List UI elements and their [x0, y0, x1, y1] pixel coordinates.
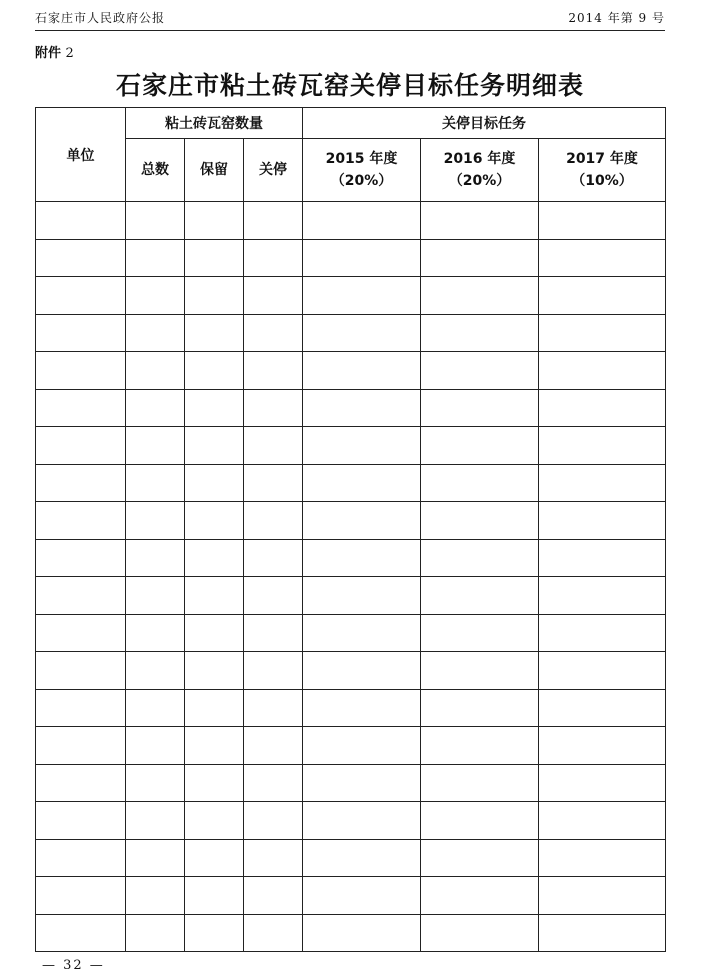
table-cell	[126, 427, 185, 465]
target-detail-table	[35, 107, 666, 952]
year-2016-label: 2016 年度	[443, 151, 516, 167]
total-header: 总数	[126, 139, 185, 202]
table-cell	[244, 914, 303, 952]
table-cell	[36, 314, 126, 352]
table-cell	[185, 689, 244, 727]
table-cell	[36, 877, 126, 915]
table-cell	[303, 727, 421, 765]
attachment-label	[35, 42, 74, 61]
table-cell	[421, 539, 539, 577]
table-cell	[185, 277, 244, 315]
table-cell	[126, 764, 185, 802]
year-2016-header	[421, 139, 539, 202]
table-row	[36, 727, 666, 765]
table-cell	[303, 764, 421, 802]
table-row	[36, 464, 666, 502]
table-cell	[244, 727, 303, 765]
table-cell	[126, 502, 185, 540]
table-cell	[36, 389, 126, 427]
table-cell	[303, 389, 421, 427]
table-cell	[539, 764, 666, 802]
table-cell	[244, 239, 303, 277]
table-cell	[185, 652, 244, 690]
table-cell	[185, 352, 244, 390]
close-header: 关停	[244, 139, 303, 202]
table-cell	[303, 577, 421, 615]
table-cell	[244, 839, 303, 877]
table-cell	[185, 577, 244, 615]
table-cell	[244, 427, 303, 465]
table-cell	[126, 239, 185, 277]
table-cell	[126, 914, 185, 952]
table-cell	[36, 914, 126, 952]
table-cell	[126, 577, 185, 615]
table-body	[36, 202, 666, 952]
table-cell	[244, 577, 303, 615]
table-cell	[539, 352, 666, 390]
attachment-number: 2	[65, 46, 74, 61]
table-cell	[36, 277, 126, 315]
table-cell	[303, 839, 421, 877]
table-row	[36, 614, 666, 652]
table-cell	[126, 202, 185, 240]
table-cell	[126, 352, 185, 390]
year-2016-percent: （20%）	[448, 173, 511, 189]
table-cell	[539, 577, 666, 615]
unit-header: 单位	[36, 108, 126, 202]
header-row-1	[36, 108, 666, 139]
table-cell	[303, 689, 421, 727]
year-2017-label: 2017 年度	[566, 151, 638, 167]
table-cell	[421, 727, 539, 765]
table-cell	[126, 802, 185, 840]
table-cell	[126, 689, 185, 727]
table-cell	[421, 389, 539, 427]
table-cell	[36, 614, 126, 652]
table-cell	[421, 352, 539, 390]
table-row	[36, 914, 666, 952]
table-row	[36, 352, 666, 390]
table-cell	[303, 314, 421, 352]
table-cell	[421, 464, 539, 502]
table-cell	[303, 502, 421, 540]
table-row	[36, 577, 666, 615]
table-cell	[36, 802, 126, 840]
table-cell	[36, 239, 126, 277]
table-cell	[126, 839, 185, 877]
table-cell	[421, 239, 539, 277]
table-cell	[539, 877, 666, 915]
table-cell	[185, 239, 244, 277]
table-cell	[421, 764, 539, 802]
kiln-count-group-header: 粘土砖瓦窑数量	[126, 108, 303, 139]
table-cell	[421, 689, 539, 727]
year-2015-percent: （20%）	[330, 173, 393, 189]
table-cell	[36, 577, 126, 615]
table-cell	[126, 652, 185, 690]
table-cell	[244, 464, 303, 502]
issue-number: 2014 年第 9 号	[568, 11, 665, 25]
table-row	[36, 202, 666, 240]
table-row	[36, 689, 666, 727]
table-cell	[185, 427, 244, 465]
table-cell	[539, 614, 666, 652]
table-cell	[126, 314, 185, 352]
table-cell	[539, 802, 666, 840]
table-cell	[244, 652, 303, 690]
table-cell	[303, 239, 421, 277]
table-cell	[185, 202, 244, 240]
table-cell	[185, 839, 244, 877]
table-cell	[244, 614, 303, 652]
table-cell	[244, 539, 303, 577]
attachment-text: 附件	[35, 46, 62, 61]
document-title: 石家庄市粘土砖瓦窑关停目标任务明细表	[115, 71, 584, 100]
table-cell	[36, 727, 126, 765]
table-cell	[421, 502, 539, 540]
table-cell	[244, 764, 303, 802]
table-cell	[185, 314, 244, 352]
table-cell	[126, 877, 185, 915]
retain-header: 保留	[185, 139, 244, 202]
table-cell	[244, 352, 303, 390]
closure-targets-group-header: 关停目标任务	[303, 108, 666, 139]
header-row-2	[36, 139, 666, 202]
table-cell	[539, 689, 666, 727]
table-cell	[36, 764, 126, 802]
table-cell	[421, 652, 539, 690]
table-cell	[126, 277, 185, 315]
table-cell	[421, 277, 539, 315]
running-header	[35, 6, 665, 31]
table-cell	[185, 727, 244, 765]
table-cell	[303, 427, 421, 465]
table-row	[36, 427, 666, 465]
table-cell	[421, 314, 539, 352]
table-cell	[185, 464, 244, 502]
table-cell	[126, 727, 185, 765]
table-cell	[421, 877, 539, 915]
table-cell	[126, 614, 185, 652]
table-cell	[185, 802, 244, 840]
table-cell	[539, 202, 666, 240]
table-cell	[185, 614, 244, 652]
table-cell	[421, 839, 539, 877]
table-cell	[539, 464, 666, 502]
page-number: — 32 —	[42, 958, 105, 973]
table-cell	[421, 577, 539, 615]
table-cell	[539, 539, 666, 577]
table-cell	[244, 502, 303, 540]
table-row	[36, 502, 666, 540]
table-cell	[539, 389, 666, 427]
year-2015-header	[303, 139, 421, 202]
table-row	[36, 277, 666, 315]
table-cell	[244, 689, 303, 727]
table-cell	[539, 652, 666, 690]
table-cell	[185, 502, 244, 540]
table-cell	[185, 877, 244, 915]
table-row	[36, 539, 666, 577]
table-cell	[539, 502, 666, 540]
table-row	[36, 239, 666, 277]
table-cell	[126, 539, 185, 577]
table-cell	[421, 914, 539, 952]
table-row	[36, 389, 666, 427]
table-cell	[185, 914, 244, 952]
table-cell	[539, 277, 666, 315]
table-cell	[36, 464, 126, 502]
table-cell	[303, 914, 421, 952]
table-cell	[244, 314, 303, 352]
table-cell	[303, 352, 421, 390]
table-cell	[303, 202, 421, 240]
table-cell	[244, 802, 303, 840]
table-row	[36, 877, 666, 915]
table-cell	[421, 802, 539, 840]
table-cell	[244, 202, 303, 240]
publication-name: 石家庄市人民政府公报	[35, 11, 166, 25]
year-2015-label: 2015 年度	[325, 151, 398, 167]
table-cell	[303, 652, 421, 690]
table-cell	[539, 839, 666, 877]
table-cell	[36, 839, 126, 877]
table-cell	[303, 877, 421, 915]
year-2017-header	[539, 139, 666, 202]
table-row	[36, 802, 666, 840]
table-cell	[244, 389, 303, 427]
table-cell	[185, 539, 244, 577]
table-cell	[36, 539, 126, 577]
table-cell	[185, 764, 244, 802]
table-cell	[126, 389, 185, 427]
table-cell	[303, 614, 421, 652]
table-cell	[421, 202, 539, 240]
table-cell	[36, 502, 126, 540]
table-cell	[421, 427, 539, 465]
table-cell	[303, 802, 421, 840]
table-cell	[244, 877, 303, 915]
table-cell	[421, 614, 539, 652]
table-cell	[36, 652, 126, 690]
year-2017-percent: （10%）	[571, 173, 633, 189]
table-cell	[185, 389, 244, 427]
table-row	[36, 764, 666, 802]
table-cell	[539, 427, 666, 465]
table-cell	[126, 464, 185, 502]
table-cell	[539, 314, 666, 352]
table-cell	[539, 914, 666, 952]
table-cell	[303, 277, 421, 315]
table-cell	[36, 352, 126, 390]
table-cell	[244, 277, 303, 315]
table-row	[36, 839, 666, 877]
table-cell	[303, 539, 421, 577]
table-row	[36, 314, 666, 352]
table-row	[36, 652, 666, 690]
table-cell	[36, 689, 126, 727]
table-cell	[539, 239, 666, 277]
table-cell	[36, 202, 126, 240]
table-cell	[303, 464, 421, 502]
table-cell	[539, 727, 666, 765]
table-cell	[36, 427, 126, 465]
